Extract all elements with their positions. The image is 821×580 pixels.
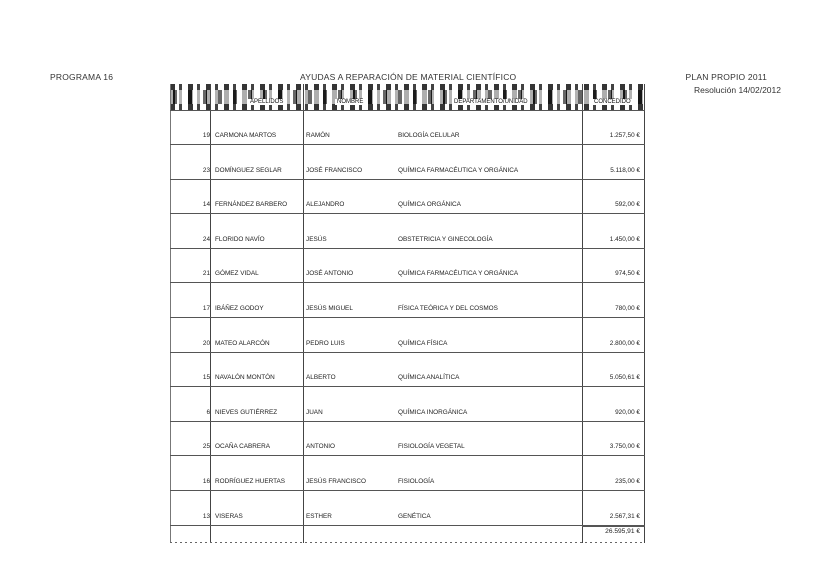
table-bottom-rule xyxy=(170,542,645,543)
cell-nombre: PEDRO LUIS xyxy=(306,340,345,347)
resolution-label: Resolución 14/02/2012 xyxy=(694,85,781,95)
cell-nombre: JESÚS MIGUEL xyxy=(306,305,353,312)
header-col-nombre: NOMBRE xyxy=(337,99,364,105)
row-separator xyxy=(170,213,645,214)
cell-nombre: ALEJANDRO xyxy=(306,201,345,208)
table-header-band-overlay xyxy=(170,90,645,104)
program-label: PROGRAMA 16 xyxy=(50,72,114,82)
header-col-departamento: DEPARTAMENTO/UNIDAD xyxy=(454,99,528,105)
cell-importe: 2.567,31 € xyxy=(609,513,640,520)
cell-nombre: JOSÉ FRANCISCO xyxy=(306,167,363,174)
cell-number: 21 xyxy=(202,270,210,277)
row-separator xyxy=(170,317,645,318)
total-rule xyxy=(582,526,645,527)
document-title: AYUDAS A REPARACIÓN DE MATERIAL CIENTÍFICO xyxy=(300,72,517,82)
cell-departamento: GENÉTICA xyxy=(398,513,431,520)
cell-nombre: ESTHER xyxy=(306,513,332,520)
cell-number: 19 xyxy=(202,132,210,139)
header-col-concedido: CONCEDIDO xyxy=(594,99,631,105)
cell-apellidos: GÓMEZ VIDAL xyxy=(215,270,259,277)
cell-importe: 1.450,00 € xyxy=(609,236,640,243)
row-separator xyxy=(170,490,645,491)
cell-importe: 235,00 € xyxy=(615,478,640,485)
row-separator xyxy=(170,421,645,422)
cell-importe: 920,00 € xyxy=(615,409,640,416)
cell-departamento: FISIOLOGÍA xyxy=(398,478,435,485)
cell-nombre: JESÚS xyxy=(306,236,327,243)
row-separator xyxy=(170,525,645,526)
table-row xyxy=(170,513,645,525)
table-row xyxy=(170,270,645,282)
grants-table xyxy=(170,84,645,543)
cell-departamento: QUÍMICA INORGÁNICA xyxy=(398,409,468,416)
cell-number: 16 xyxy=(202,478,210,485)
table-row xyxy=(170,443,645,455)
cell-apellidos: FERNÁNDEZ BARBERO xyxy=(215,201,288,208)
row-separator xyxy=(170,248,645,249)
cell-importe: 780,00 € xyxy=(615,305,640,312)
cell-departamento: QUÍMICA FARMACÉUTICA Y ORGÁNICA xyxy=(398,167,519,174)
cell-apellidos: NIEVES GUTIÉRREZ xyxy=(215,409,278,416)
cell-departamento: QUÍMICA FARMACÉUTICA Y ORGÁNICA xyxy=(398,270,519,277)
cell-departamento: BIOLOGÍA CELULAR xyxy=(398,132,460,139)
cell-number: 14 xyxy=(202,201,210,208)
cell-importe: 1.257,50 € xyxy=(609,132,640,139)
cell-apellidos: NAVALÓN MONTÓN xyxy=(215,374,275,381)
cell-apellidos: VISERAS xyxy=(215,513,243,520)
cell-departamento: FÍSICA TEÓRICA Y DEL COSMOS xyxy=(398,305,498,312)
row-separator xyxy=(170,352,645,353)
table-row xyxy=(170,305,645,317)
cell-number: 24 xyxy=(202,236,210,243)
cell-importe: 3.750,00 € xyxy=(609,443,640,450)
total-amount: 26.595,91 € xyxy=(605,528,640,535)
cell-apellidos: IBÁÑEZ GODOY xyxy=(215,305,264,312)
table-row xyxy=(170,201,645,213)
table-row xyxy=(170,374,645,386)
cell-number: 17 xyxy=(202,305,210,312)
table-row xyxy=(170,236,645,248)
cell-apellidos: OCAÑA CABRERA xyxy=(215,443,271,450)
cell-apellidos: CARMONA MARTOS xyxy=(215,132,277,139)
cell-apellidos: DOMÍNGUEZ SEGLAR xyxy=(215,167,282,174)
cell-number: 23 xyxy=(202,167,210,174)
row-separator xyxy=(170,455,645,456)
cell-apellidos: FLORIDO NAVÍO xyxy=(215,236,265,243)
cell-importe: 592,00 € xyxy=(615,201,640,208)
table-row xyxy=(170,340,645,352)
row-separator xyxy=(170,144,645,145)
cell-nombre: JOSÉ ANTONIO xyxy=(306,270,354,277)
cell-departamento: QUÍMICA FÍSICA xyxy=(398,340,448,347)
cell-apellidos: MATEO ALARCÓN xyxy=(215,340,270,347)
row-separator xyxy=(170,282,645,283)
cell-nombre: JUAN xyxy=(306,409,323,416)
cell-number: 15 xyxy=(202,374,210,381)
cell-apellidos: RODRÍGUEZ HUERTAS xyxy=(215,478,286,485)
cell-nombre: JESÚS FRANCISCO xyxy=(306,478,367,485)
cell-importe: 974,50 € xyxy=(615,270,640,277)
cell-nombre: ALBERTO xyxy=(306,374,336,381)
cell-importe: 5.118,00 € xyxy=(610,167,640,174)
table-row xyxy=(170,409,645,421)
table-row xyxy=(170,132,645,144)
cell-departamento: QUÍMICA ANALÍTICA xyxy=(398,374,460,381)
cell-importe: 2.800,00 € xyxy=(609,340,640,347)
cell-number: 13 xyxy=(202,513,210,520)
cell-departamento: QUÍMICA ORGÁNICA xyxy=(398,201,461,208)
cell-importe: 5.050,61 € xyxy=(609,374,640,381)
header-col-apellidos: APELLIDOS xyxy=(250,99,284,105)
cell-nombre: ANTONIO xyxy=(306,443,335,450)
header-rule xyxy=(170,110,645,111)
cell-number: 20 xyxy=(202,340,210,347)
cell-number: 25 xyxy=(202,443,210,450)
row-separator xyxy=(170,179,645,180)
plan-label: PLAN PROPIO 2011 xyxy=(685,72,767,82)
cell-nombre: RAMÓN xyxy=(306,132,330,139)
cell-number: 6 xyxy=(206,409,210,416)
table-row xyxy=(170,478,645,490)
cell-departamento: FISIOLOGÍA VEGETAL xyxy=(398,443,465,450)
cell-departamento: OBSTETRICIA Y GINECOLOGÍA xyxy=(398,236,493,243)
table-row xyxy=(170,167,645,179)
row-separator xyxy=(170,386,645,387)
